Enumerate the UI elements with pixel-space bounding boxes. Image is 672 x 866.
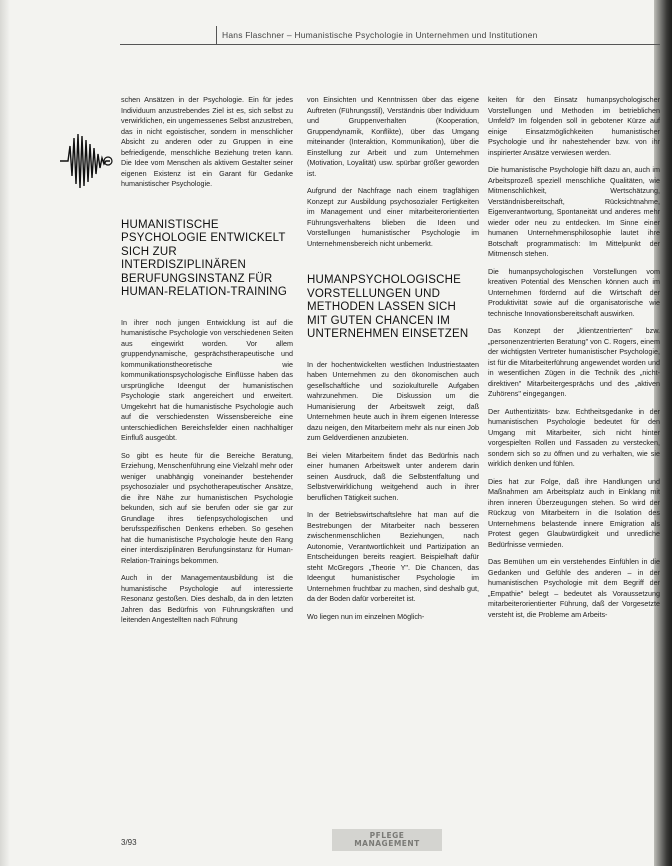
paragraph: In der hochentwickelten westlichen Industriestaaten haben Unternehmen zu den ökonomischen auch gesellschaftliche und soziokulturelle Aufgaben wahrzunehmen. Die Diskussion um die Humanisierung der Arbeitswelt zeigt, daß Unternehmen heute auch in ihrem eigenen Interesse dazu neigen, den Mitarbeitern mehr als nur einen Job zum Geldverdienen anzubieten. xyxy=(307,359,479,442)
section-heading-1: HUMANISTISCHE PSYCHOLOGIE ENTWICKELT SICH ZUR INTERDISZIPLINÄREN BERUFUNGSINSTANZ FÜR HUMAN-RELATION-TRAINING xyxy=(121,218,288,298)
paragraph: schen Ansätzen in der Psychologie. Ein für jedes Individuum anzustrebendes Ziel ist es, sich selbst zu verwirklichen, ein ungemessenes Selbst anzustreben, das in nicht egoistischer, sondern in menschlicher Absicht zu anderen oder zu Gruppen in eine befriedigende, menschliche Beziehung treten kann. Die Idee vom Menschen als aktivem Gestalter seiner eigenen Existenz ist ein Garant für Gedanke humanistischer Psychologie. xyxy=(121,95,293,188)
paragraph: In der Betriebswirtschaftslehre hat man auf die Bestrebungen der Mitarbeiter nach besseren zwischenmenschlichen Beziehungen, nach Autonomie, Verantwortlichkeit und Partizipation an Entscheidungen bereits reagiert. Beispielhaft dafür steht McGregors „Theorie Y". Die Chancen, das Ideengut humanistischer Psychologie im Unternehmen fruchtbar zu machen, sind deshalb gut, da der Boden dafür vorbereitet ist. xyxy=(307,510,479,603)
paragraph: Wo liegen nun im einzelnen Möglich- xyxy=(307,611,425,621)
logo-line-1: PFLEGE xyxy=(369,831,405,840)
paragraph: Die humanpsychologischen Vorstellungen vom kreativen Potential des Menschen können auch im Unternehmen fördernd auf die Wirtschaft der Produktivität sowie auf die organisatorische wie technische Innovationsbereitschaft auswirken. xyxy=(488,266,660,318)
signal-wave-ornament xyxy=(60,126,120,196)
paragraph: Das Bemühen um ein verstehendes Einfühlen in die Gedanken und Gefühle des anderen – in der humanistischen Psychologie mit dem Begriff der „Empathie" belegt – bedeutet als Voraussetzung mitarbeiterorientierter Führung, daß der Vorgesetzte versteht ist, die Probleme am Arbeits- xyxy=(488,557,660,619)
header-tick xyxy=(216,26,217,44)
paragraph: Bei vielen Mitarbeitern findet das Bedürfnis nach einer humanen Arbeitswelt unter anderem darin seinen Ausdruck, daß die Selbstentfaltung und Selbstverwirklichung weitgehend auch in ihrer beruflichen Tätigkeit suchen. xyxy=(307,450,479,502)
paragraph: von Einsichten und Kenntnissen über das eigene Auftreten (Führungsstil), Verständnis über Individuum und Gruppenverhalten (Kooperation, Gruppendynamik, Konflikte), über das Umgang miteinander (Interaktion, Kommunikation), über die Einstellung zur Arbeit und zum Unternehmen (Motivation, Loyalität) usw. spürbar größer geworden ist. xyxy=(307,95,479,178)
paragraph: In ihrer noch jungen Entwicklung ist auf die humanistische Psychologie von verschiedenen Seiten aus eingewirkt worden. Vor allem gruppendynamische, gesprächstherapeutische und kommunikationstheoretische wie kommunikationspsychologische Einflüsse haben das ursprüngliche Ideengut der humanistischen Psychologie stark angereichert und erweitert. Umgekehrt hat die humanistische Psychologie auch auf die verschiedensten Wissensbereiche eine unterschiedlichen Bereichsfelder einen nachhaltiger Einfluß ausgeübt. xyxy=(121,317,293,442)
paragraph: So gibt es heute für die Bereiche Beratung, Erziehung, Menschenführung eine Vielzahl mehr oder weniger unabhängig voneinander bestehender psychosozialer und psychotherapeutischer Ansätze, die ihre Nähe zur humanistischen Psychologie bekunden, sich auf sie berufen oder sie gar zur Grundlage ihres tiefenpsychologischen und berufsspezifischen Denkens erheben. So gesehen hat die humanistische Psychologie heute den Rang einer interdisziplinären Berufungsinstanz für Human-Relation-Trainings bekommen. xyxy=(121,450,293,565)
header-rule xyxy=(120,44,660,45)
paragraph: Die humanistische Psychologie hilft dazu an, auch im Arbeitsprozeß speziell menschliche Qualitäten, wie Mitmenschlichkeit, Wertschätzung, Verständnisbereitschaft, Rücksichtnahme, Eigenverantwortung, Spontaneität und anderes mehr wieder oder neu zu entdecken. Im Sinne einer humanen Unternehmensphilosophie lautet ihre Botschaft programmatisch: Im Mittelpunkt der Mitmensch stehen. xyxy=(488,165,660,258)
text-column-3 xyxy=(488,95,660,627)
paragraph: Der Authentizitäts- bzw. Echtheitsgedanke in der humanistischen Psychologie bedeutet für den Umgang mit Mitarbeiter, sich nicht hinter vorgespielten Rollen und Fassaden zu verstecken, sondern sich so zu öffnen und zu verhalten, wie sie wirklich denken und fühlen. xyxy=(488,406,660,468)
section-heading-2: HUMANPSYCHOLOGISCHE VORSTELLUNGEN UND METHODEN LASSEN SICH MIT GUTEN CHANCEN IM UNTERNEHMEN EINSETZEN xyxy=(307,274,469,340)
running-head: Hans Flaschner – Humanistische Psychologie in Unternehmen und Institutionen xyxy=(222,30,538,40)
scan-shadow-left xyxy=(0,0,10,866)
text-column-2 xyxy=(307,95,479,629)
logo-line-2: MANAGEMENT xyxy=(354,839,420,848)
text-column-1 xyxy=(121,95,293,633)
paragraph: Das Konzept der „klientzentrierten" bzw. „personenzentrierten Beratung" von C. Rogers, einem der wichtigsten Vertreter humanistischer Psychologie, ist für die Mitarbeiterführung angewendet worden und in wesentlichen Zügen in die Technik des „nicht-direktiven" Mitarbeitergesprächs und des „aktiven Zuhörens" eingegangen. xyxy=(488,326,660,398)
paragraph: Dies hat zur Folge, daß ihre Handlungen und Maßnahmen am Arbeitsplatz auch in Einklang mit ihren inneren Überzeugungen stehen. So wird der Rückzug von Mitarbeitern in die Isolation des Unternehmens belastende innere Emigration als Protest gegen Glaubwürdigkeit und unredliche Bedürfnisse vermieden. xyxy=(488,476,660,549)
paragraph: Aufgrund der Nachfrage nach einem tragfähigen Konzept zur Ausbildung psychosozialer Fertigkeiten im Management und einer mitarbeiterorientierten Führungsverhaltens blieben die Ideen und Vorstellungen humanistischer Psychologie im Unternehmensbereich nicht unbemerkt. xyxy=(307,186,479,248)
magazine-logo xyxy=(332,829,442,851)
paragraph: Auch in der Managementausbildung ist die humanistische Psychologie auf interessierte Resonanz gestoßen. Dies deshalb, da in den letzten Jahren das Bedürfnis von Führungskräften und leitenden Angestellten nach Führung xyxy=(121,573,293,624)
paragraph: keiten für den Einsatz humanpsychologischer Vorstellungen und Methoden im betrieblichen Umfeld? Im folgenden soll in gebotener Kürze auf einige Einsatzmöglichkeiten humanistischer Psychologie und ihr nahestehender bzw. von ihr inspirierter Ansätze verwiesen werden. xyxy=(488,95,660,157)
page-folio: 3/93 xyxy=(121,838,137,847)
